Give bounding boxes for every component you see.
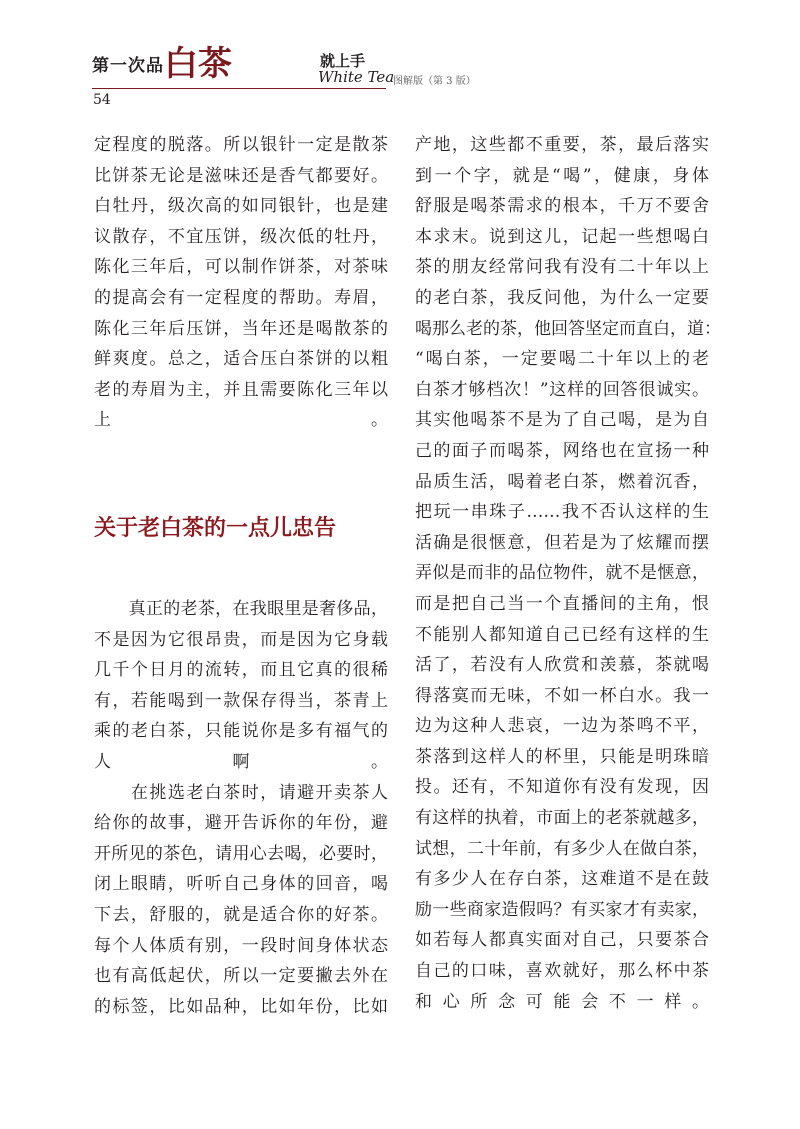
text-line: 己的面子而喝茶，网络也在宣扬一种 — [415, 440, 709, 461]
text-line: 人啊。 — [94, 751, 388, 772]
text-line: 到一个字，就是“喝”，健康，身体 — [415, 165, 709, 186]
text-line: 下去，舒服的，就是适合你的好茶。 — [94, 904, 388, 925]
text-line: 在挑选老白茶时，请避开卖茶人 — [94, 782, 388, 803]
text-line: 弄似是而非的品位物件，就不是惬意， — [415, 563, 709, 584]
page-number: 54 — [93, 92, 111, 108]
header-english-title: White Tea — [318, 68, 395, 86]
text-line: 活确是很惬意，但若是为了炫耀而摆 — [415, 532, 709, 553]
text-line: 有，若能喝到一款保存得当，茶青上 — [94, 690, 388, 711]
text-line: 励一些商家造假吗？有买家才有卖家， — [415, 899, 709, 920]
text-line: 品质生活，喝着老白茶，燃着沉香， — [415, 471, 709, 492]
text-line: 陈化三年后压饼，当年还是喝散茶的 — [94, 318, 388, 339]
text-line: 也有高低起伏，所以一定要撇去外在 — [94, 966, 388, 987]
section-heading: 关于老白茶的一点儿忠告 — [94, 515, 337, 541]
text-line: 得落寞而无味，不如一杯白水。我一 — [415, 685, 709, 706]
text-line: 自己的口味，喜欢就好，那么杯中茶 — [415, 961, 709, 982]
text-line: 投。还有，不知道你有没有发现，因 — [415, 777, 709, 798]
text-line: 喝那么老的茶，他回答坚定而直白，道： — [415, 318, 721, 339]
left-column-top-text — [94, 130, 388, 436]
text-line: 鲜爽度。总之，适合压白茶饼的以粗 — [94, 349, 388, 370]
text-line: 本求末。说到这儿，记起一些想喝白 — [415, 226, 709, 247]
text-line: 而是把自己当一个直播间的主角，恨 — [415, 593, 709, 614]
text-line: 把玩一串珠子……我不否认这样的生 — [415, 502, 709, 523]
text-line: 上。 — [94, 410, 388, 431]
text-line: 定程度的脱落。所以银针一定是散茶 — [94, 135, 388, 155]
text-line: 有多少人在存白茶，这难道不是在鼓 — [415, 869, 709, 890]
text-line: 几千个日月的流转，而且它真的很稀 — [94, 660, 388, 681]
text-line: 陈化三年后，可以制作饼茶，对茶味 — [94, 257, 388, 278]
text-line: 议散存，不宜压饼，级次低的牡丹， — [94, 226, 388, 247]
text-line: 有这样的执着，市面上的老茶就越多， — [415, 808, 709, 829]
text-line: 开所见的茶色，请用心去喝，必要时， — [94, 843, 388, 864]
text-line: 白茶才够档次！”这样的回答很诚实。 — [415, 379, 709, 400]
text-line: 的提高会有一定程度的帮助。寿眉， — [94, 287, 388, 308]
text-line: 其实他喝茶不是为了自己喝，是为自 — [415, 410, 709, 431]
text-line: 如若每人都真实面对自己，只要茶合 — [415, 930, 709, 951]
text-line: 的标签，比如品种，比如年份，比如 — [94, 996, 388, 1017]
text-line: 比饼茶无论是滋味还是香气都要好。 — [94, 165, 388, 186]
text-line: 的老白茶，我反问他，为什么一定要 — [415, 287, 709, 308]
text-line: 试想，二十年前，有多少人在做白茶， — [415, 838, 709, 859]
running-header — [92, 44, 476, 94]
text-line: 活了，若没有人欣赏和羡慕，茶就喝 — [415, 655, 709, 676]
text-line: 不能别人都知道自己已经有这样的生 — [415, 624, 709, 645]
text-line: 边为这种人悲哀，一边为茶鸣不平， — [415, 716, 709, 737]
header-rule — [92, 88, 386, 89]
text-line: 茶的朋友经常问我有没有二十年以上 — [415, 257, 709, 278]
header-series-text: 第一次品 — [92, 56, 164, 76]
text-line: 和心所念可能会不一样。 — [415, 991, 709, 1012]
text-line: 不是因为它很昂贵，而是因为它身载 — [94, 629, 388, 650]
header-title-suffix: 就上手 — [320, 52, 366, 70]
text-line: 舒服是喝茶需求的根本，千万不要舍 — [415, 196, 709, 217]
header-edition: 图解版（第 3 版） — [393, 76, 476, 87]
text-line: 每个人体质有别，一段时间身体状态 — [94, 935, 388, 956]
text-line: 产地，这些都不重要，茶，最后落实 — [415, 135, 709, 155]
left-column-bottom-text — [94, 594, 388, 1022]
text-line: 白牡丹，级次高的如同银针，也是建 — [94, 196, 388, 217]
right-column-text — [415, 130, 721, 1017]
text-line: 乘的老白茶，只能说你是多有福气的 — [94, 721, 388, 742]
text-line: 给你的故事，避开告诉你的年份，避 — [94, 813, 388, 834]
text-line: 闭上眼睛，听听自己身体的回音，喝 — [94, 874, 388, 895]
text-line: 真正的老茶，在我眼里是奢侈品， — [94, 599, 388, 619]
header-title-big: 白茶 — [164, 44, 232, 84]
text-line: 老的寿眉为主，并且需要陈化三年以 — [94, 379, 388, 400]
text-line: 茶落到这样人的杯里，只能是明珠暗 — [415, 746, 709, 767]
text-line: “喝白茶，一定要喝二十年以上的老 — [415, 349, 709, 370]
